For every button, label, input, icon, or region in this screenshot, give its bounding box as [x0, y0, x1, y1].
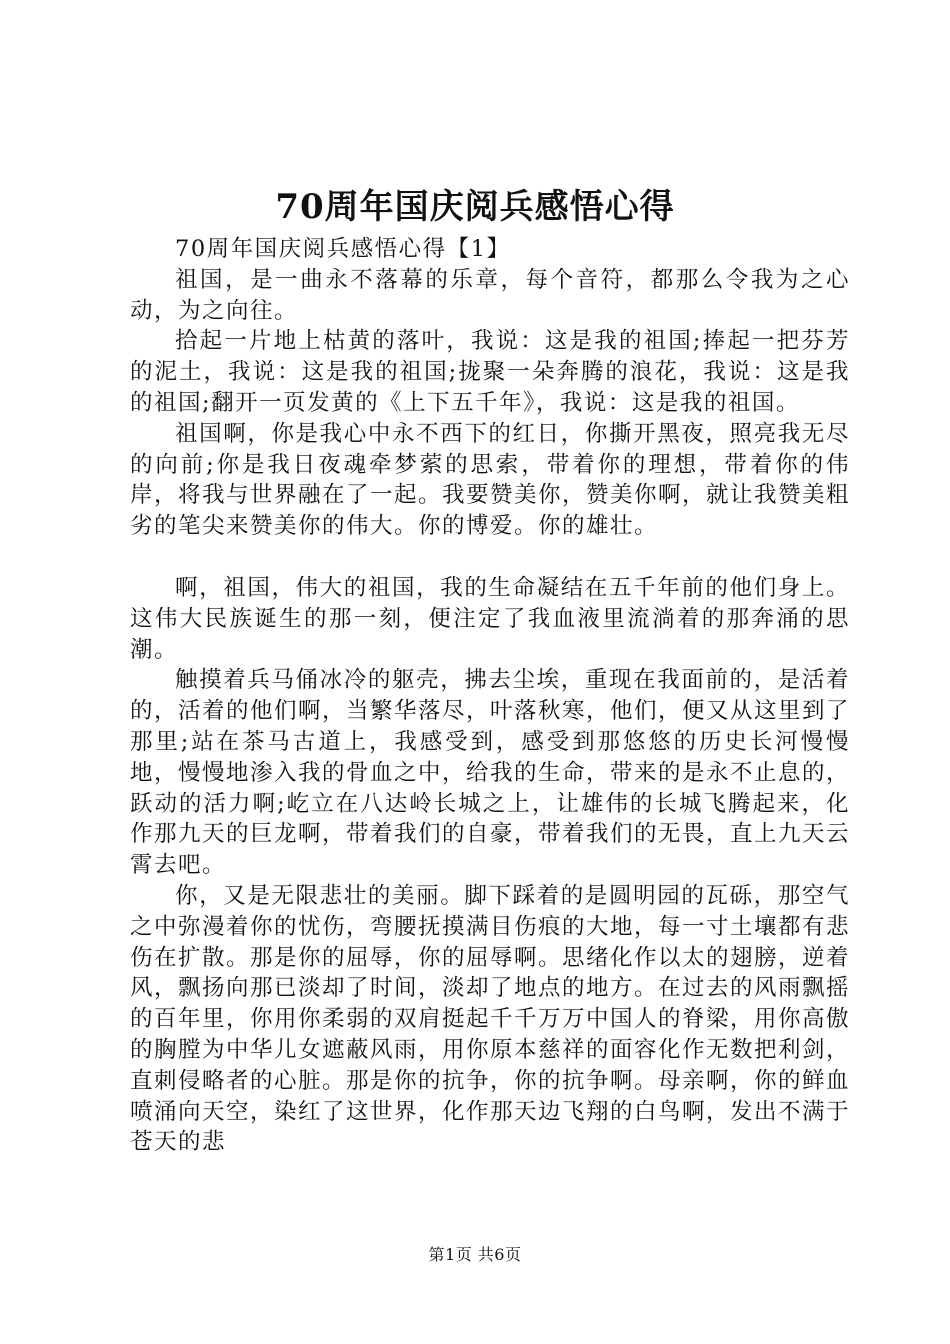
paragraph-5: 触摸着兵马俑冰冷的躯壳，拂去尘埃，重现在我面前的，是活着的，活着的他们啊，当繁华落尽，叶落秋寒，他们，便又从这里到了那里;站在茶马古道上，我感受到，感受到那悠悠的历史长河慢慢地，慢慢地渗入我的骨血之中，给我的生命，带来的是永不止息的，跃动的活力啊;屹立在八达岭长城之上，让雄伟的长城飞腾起来，化作那九天的巨龙啊，带着我们的自豪，带着我们的无畏，直上九天云霄去吧。 — [130, 667, 851, 879]
section-heading: 70周年国庆阅兵感悟心得【1】 — [175, 236, 511, 262]
paragraph-3: 祖国啊，你是我心中永不西下的红日，你撕开黑夜，照亮我无尽的向前;你是我日夜魂牵梦萦的思索，带着你的理想，带着你的伟岸，将我与世界融在了一起。我要赞美你，赞美你啊，就让我赞美粗劣的笔尖来赞美你的伟大。你的博爱。你的雄壮。 — [130, 420, 851, 540]
document-body — [130, 234, 850, 1158]
page-number-footer: 第1页 共6页 — [428, 1245, 522, 1264]
paragraph-2: 拾起一片地上枯黄的落叶，我说：这是我的祖国;捧起一把芬芳的泥土，我说：这是我的祖国;拢聚一朵奔腾的浪花，我说：这是我的祖国;翻开一页发黄的《上下五千年》，我说：这是我的祖国。 — [130, 328, 850, 416]
paragraph-4: 啊，祖国，伟大的祖国，我的生命凝结在五千年前的他们身上。这伟大民族诞生的那一刻，便注定了我血液里流淌着的那奔涌的思潮。 — [130, 574, 850, 663]
paragraph-1: 祖国，是一曲永不落幕的乐章，每个音符，都那么令我为之心动，为之向往。 — [130, 266, 850, 324]
paragraph-6: 你，又是无限悲壮的美丽。脚下踩着的是圆明园的瓦砾，那空气之中弥漫着你的忧伤，弯腰抚摸满目伤痕的大地，每一寸土壤都有悲伤在扩散。那是你的屈辱，你的屈辱啊。思绪化作以太的翅膀，逆着风，飘扬向那已淡却了时间，淡却了地点的地方。在过去的风雨飘摇的百年里，你用你柔弱的双肩挺起千千万万中国人的脊梁，用你高傲的胸膛为中华儿女遮蔽风雨，用你原本慈祥的面容化作无数把利剑，直刺侵略者的心脏。那是你的抗争，你的抗争啊。母亲啊，你的鲜血喷涌向天空，染红了这世界，化作那天边飞翔的白鸟啊，发出不满于苍天的悲 — [130, 882, 851, 1156]
document-title: 70周年国庆阅兵感悟心得 — [275, 187, 675, 227]
